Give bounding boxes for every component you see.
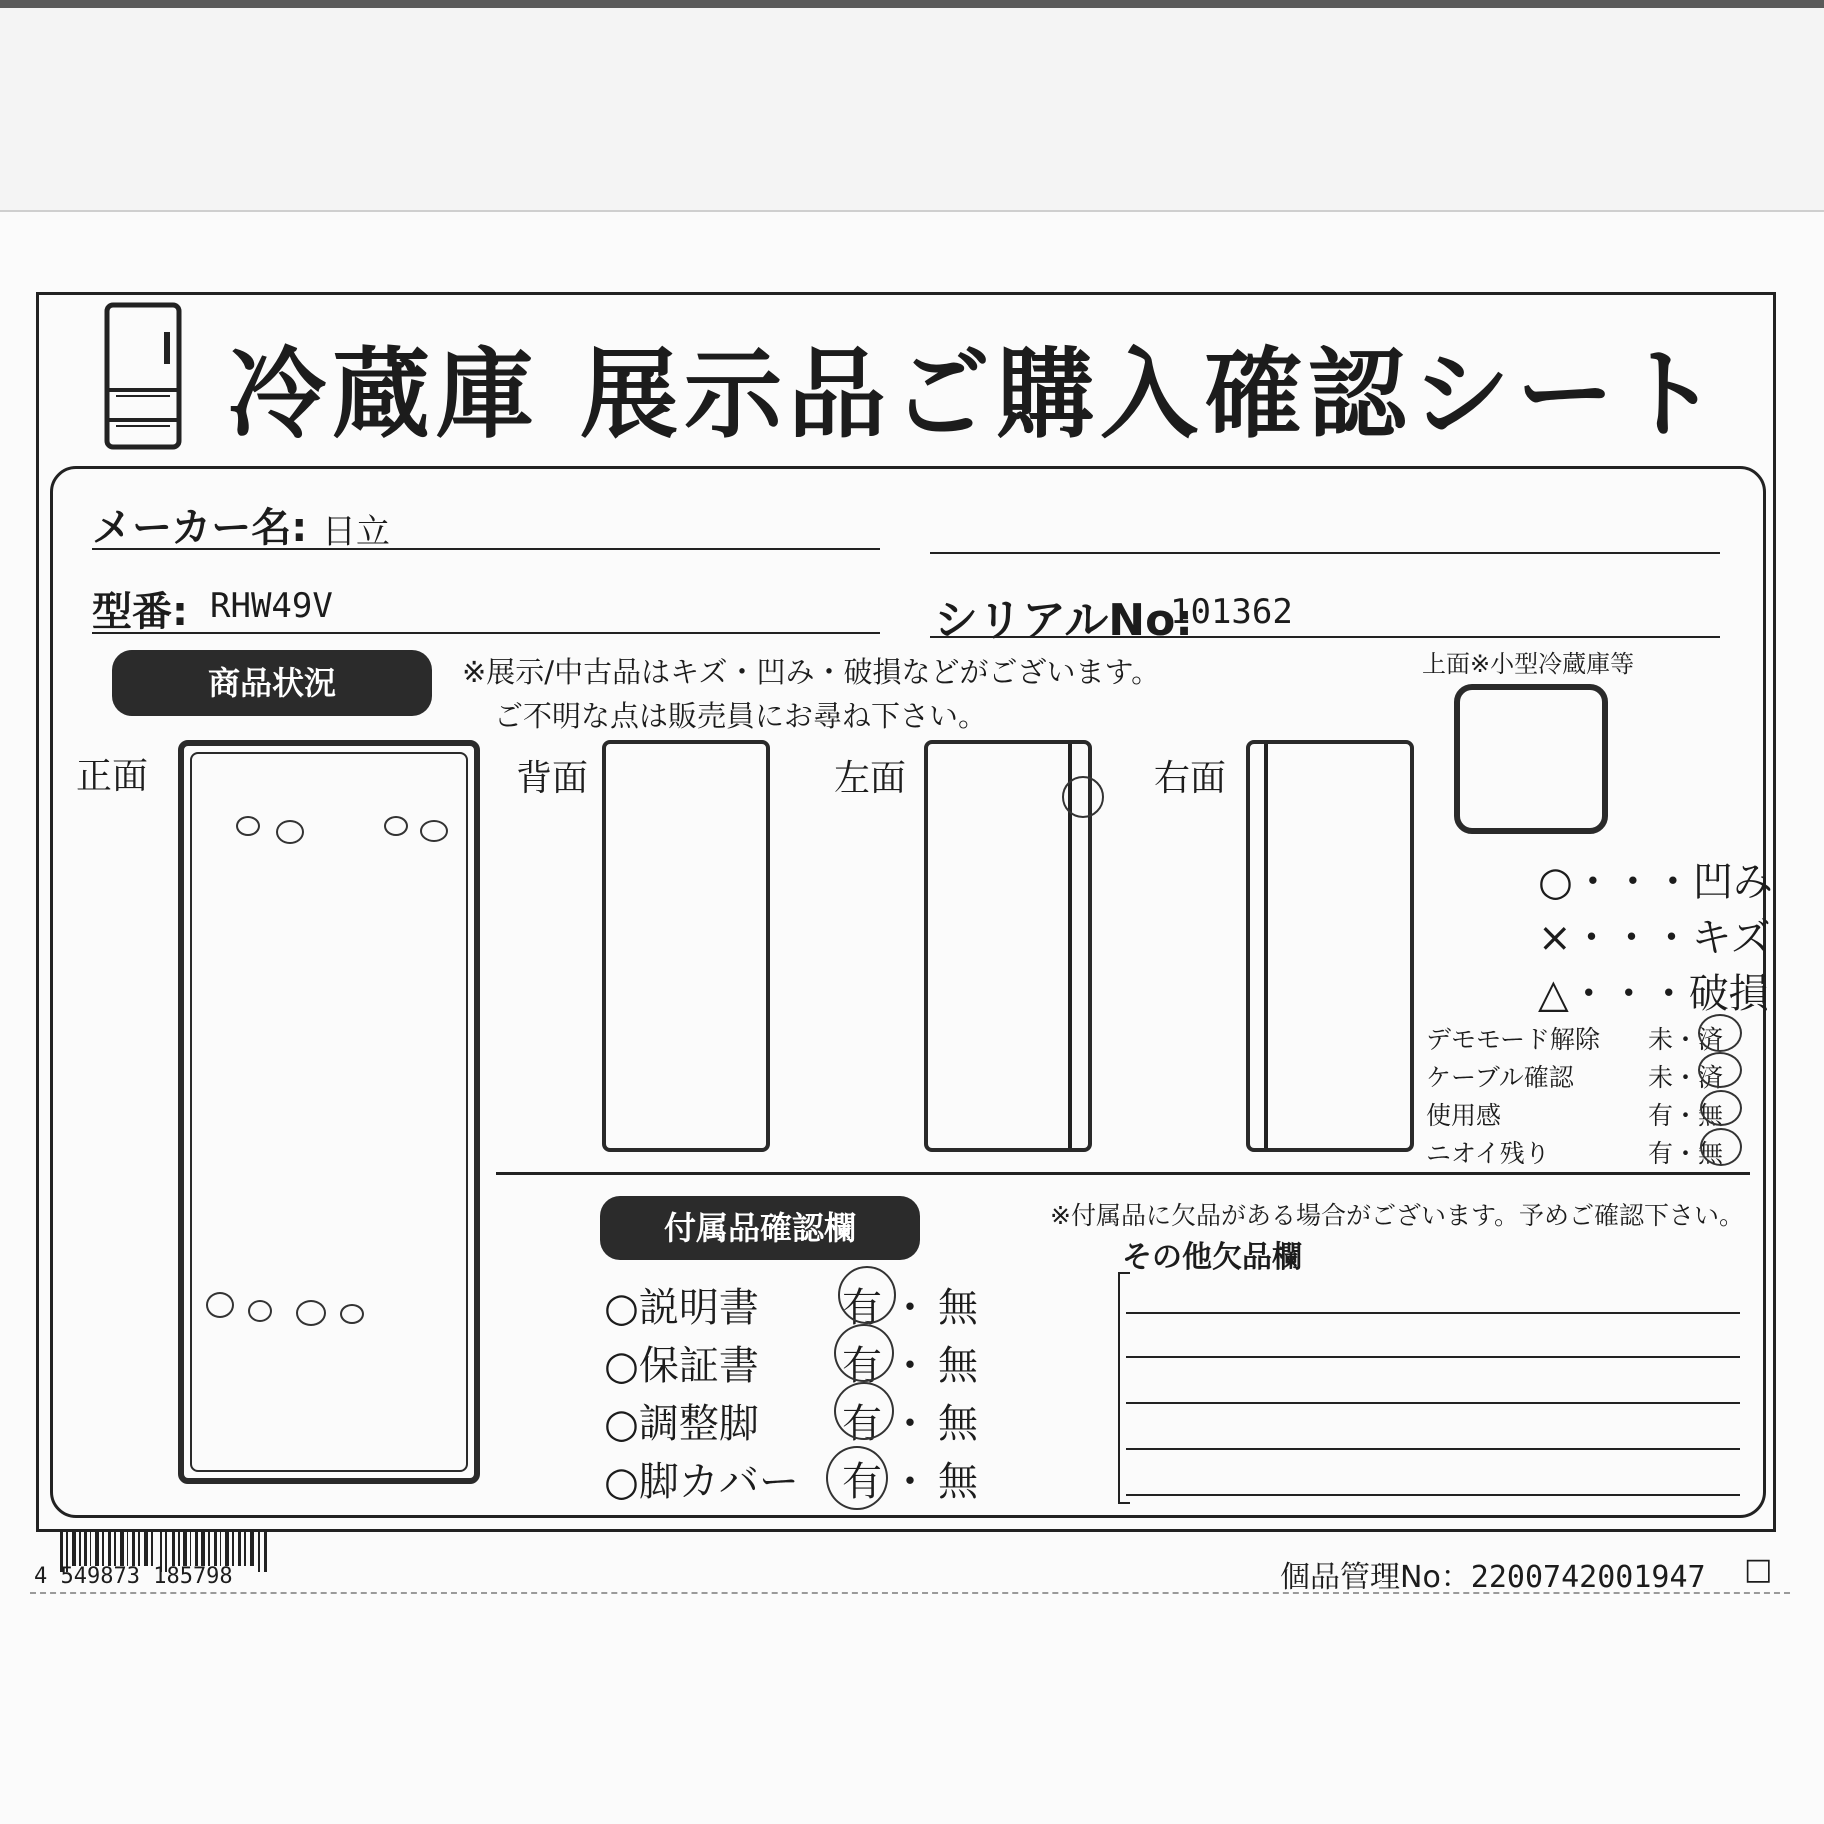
page-title: 冷蔵庫 展示品ご購入確認シート xyxy=(228,338,1725,452)
section-divider xyxy=(496,1172,1750,1175)
maker-value: 日立 xyxy=(322,512,390,552)
dent-mark xyxy=(296,1300,326,1326)
check-label: デモモード解除 xyxy=(1426,1025,1601,1054)
option-a: 有 xyxy=(842,1459,890,1505)
top-view-diagram xyxy=(1454,684,1608,834)
right-door-edge xyxy=(1264,744,1268,1148)
back-view-diagram xyxy=(602,740,770,1152)
accessories-notice: ※付属品に欠品がある場合がございます。予めご確認下さい。 xyxy=(1050,1201,1744,1230)
handwritten-circle xyxy=(1700,1128,1742,1166)
condition-notice-2: ご不明な点は販売員にお尋ね下さい。 xyxy=(494,699,988,733)
back-view-label: 背面 xyxy=(516,758,589,799)
option-sep: ・ xyxy=(890,1343,938,1389)
top-view-name: 上面 xyxy=(1422,650,1470,678)
dent-mark xyxy=(420,820,448,842)
legend-scratch xyxy=(1538,906,1771,963)
option-sep: ・ xyxy=(1673,1139,1699,1168)
option-sep: ・ xyxy=(890,1459,938,1505)
option-b: 無 xyxy=(938,1401,986,1447)
accessory-label: ○脚カバー xyxy=(604,1459,799,1505)
legend-dent xyxy=(1538,850,1773,907)
option-b: 無 xyxy=(1698,1101,1724,1130)
blank-underline xyxy=(930,552,1720,554)
legend-meaning: 凹み xyxy=(1692,859,1773,905)
accessory-label: ○調整脚 xyxy=(604,1401,759,1447)
condition-notice-1: ※展示/中古品はキズ・凹み・破損などがございます。 xyxy=(462,655,1161,689)
legend-meaning: キズ xyxy=(1691,915,1771,961)
option-b: 無 xyxy=(938,1285,986,1331)
front-door-outline xyxy=(190,752,468,1472)
check-row xyxy=(1426,1058,1574,1094)
option-b: 無 xyxy=(938,1459,986,1505)
model-value: RHW49V xyxy=(210,586,333,626)
check-row xyxy=(1426,1134,1550,1170)
right-view-diagram xyxy=(1246,740,1414,1152)
check-row xyxy=(1426,1020,1600,1056)
refrigerator-icon xyxy=(104,302,182,450)
option-sep: ・ xyxy=(890,1285,938,1331)
check-label: ニオイ残り xyxy=(1426,1139,1550,1168)
check-label: ケーブル確認 xyxy=(1426,1063,1574,1092)
dent-mark xyxy=(1062,776,1104,818)
write-line xyxy=(1126,1356,1740,1358)
scan-top-edge xyxy=(0,0,1824,8)
option-a: 有 xyxy=(1648,1101,1674,1130)
accessory-row xyxy=(604,1276,759,1333)
scan-top-strip xyxy=(0,0,1824,212)
right-view-label: 右面 xyxy=(1154,758,1227,799)
serial-label: シリアルNo: xyxy=(934,595,1193,646)
option-b: 無 xyxy=(938,1343,986,1389)
option-sep: ・ xyxy=(1673,1025,1699,1054)
dent-mark xyxy=(248,1300,272,1322)
option-a: 未 xyxy=(1648,1025,1674,1054)
item-number xyxy=(1280,1552,1706,1596)
serial-underline xyxy=(930,636,1720,638)
handwritten-circle xyxy=(826,1446,888,1510)
option-a: 未 xyxy=(1648,1063,1674,1092)
cut-line xyxy=(30,1592,1790,1594)
dent-mark xyxy=(236,816,260,836)
option-a: 有 xyxy=(1648,1139,1674,1168)
option-sep: ・ xyxy=(890,1401,938,1447)
dent-mark xyxy=(340,1304,364,1324)
circle-symbol: ○ xyxy=(1538,859,1573,905)
maker-underline xyxy=(92,548,880,550)
handwritten-circle xyxy=(1698,1014,1742,1052)
handwritten-circle xyxy=(1698,1052,1742,1088)
accessories-heading: 付属品確認欄 xyxy=(600,1196,920,1260)
condition-heading: 商品状況 xyxy=(112,650,432,716)
write-line xyxy=(1126,1402,1740,1404)
dent-mark xyxy=(384,816,408,836)
serial-value: 101362 xyxy=(1170,592,1293,632)
accessory-row xyxy=(604,1450,799,1507)
option-b: 済 xyxy=(1698,1063,1724,1092)
handwritten-circle xyxy=(1700,1090,1742,1126)
front-view-diagram xyxy=(178,740,480,1484)
check-label: 使用感 xyxy=(1426,1101,1502,1130)
dent-mark xyxy=(276,820,304,844)
front-view-label: 正面 xyxy=(76,756,149,797)
accessory-label: ○説明書 xyxy=(604,1285,759,1331)
handwritten-circle xyxy=(838,1266,896,1324)
left-view-label: 左面 xyxy=(834,758,907,799)
top-view-note: ※小型冷蔵庫等 xyxy=(1470,650,1635,678)
legend-meaning: 破損 xyxy=(1688,971,1769,1017)
item-number-value: 2200742001947 xyxy=(1470,1560,1706,1595)
model-underline xyxy=(92,632,880,634)
other-missing-bracket xyxy=(1118,1272,1130,1504)
maker-label: メーカー名: xyxy=(92,505,308,551)
item-checkbox: □ xyxy=(1744,1552,1773,1587)
barcode-digits: 4 549873 185798 xyxy=(34,1564,233,1589)
triangle-symbol: △ xyxy=(1538,971,1569,1017)
handwritten-circle xyxy=(834,1382,894,1440)
write-line xyxy=(1126,1312,1740,1314)
option-sep: ・ xyxy=(1673,1063,1699,1092)
check-row xyxy=(1426,1096,1501,1132)
option-sep: ・ xyxy=(1673,1101,1699,1130)
write-line xyxy=(1126,1448,1740,1450)
other-missing-heading: その他欠品欄 xyxy=(1122,1240,1302,1275)
legend-damage xyxy=(1538,962,1769,1019)
cross-symbol: × xyxy=(1538,915,1572,961)
option-a: 有 xyxy=(842,1343,890,1389)
dent-mark xyxy=(206,1292,234,1318)
legend-dots: ・・・ xyxy=(1572,859,1693,905)
model-label: 型番: xyxy=(92,589,188,635)
write-line xyxy=(1126,1494,1740,1496)
accessory-row xyxy=(604,1392,759,1449)
option-a: 有 xyxy=(842,1285,890,1331)
item-number-label: 個品管理No： xyxy=(1280,1560,1471,1595)
legend-dots: ・・・ xyxy=(1571,915,1692,961)
accessory-label: ○保証書 xyxy=(604,1343,759,1389)
option-b: 済 xyxy=(1698,1025,1724,1054)
top-view-label xyxy=(1422,644,1634,679)
option-b: 無 xyxy=(1698,1139,1724,1168)
option-a: 有 xyxy=(842,1401,890,1447)
legend-dots: ・・・ xyxy=(1568,971,1689,1017)
accessory-row xyxy=(604,1334,759,1391)
handwritten-circle xyxy=(834,1324,894,1382)
